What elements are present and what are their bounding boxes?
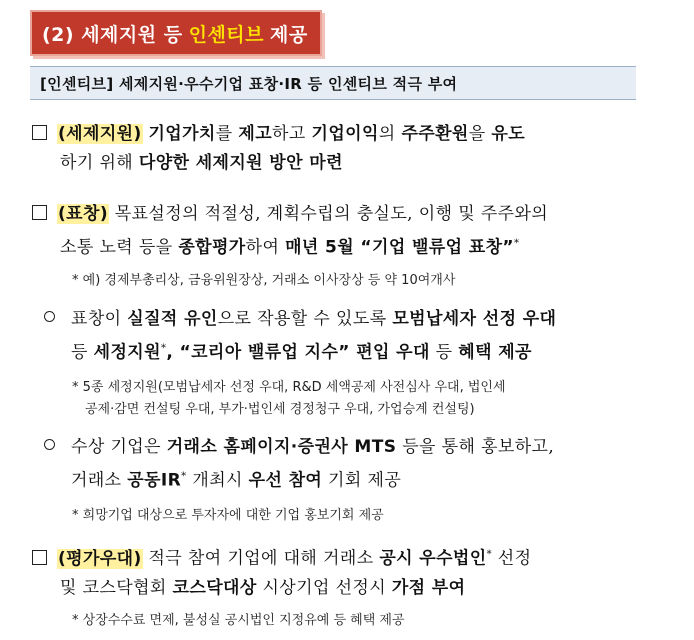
text: 등 <box>429 342 459 363</box>
text: 시상기업 선정시 <box>256 577 392 598</box>
item-line <box>32 574 531 603</box>
note-tax-support <box>72 377 506 421</box>
bold-text: 모범납세자 선정 우대 <box>392 309 557 329</box>
subtitle-text: [인센티브] 세제지원·우수기업 표창·IR 등 인센티브 적극 부여 <box>40 74 458 93</box>
bold-text: 가점 부여 <box>391 577 466 598</box>
bold-text: 다양한 세제지원 방안 마련 <box>138 153 343 173</box>
note-line: 공제·감면 컨설팅 우대, 부가·법인세 경정청구 우대, 가업승계 컨설팅) <box>85 402 475 417</box>
bullet-circle-icon <box>44 439 55 450</box>
note-joint-ir: * 희망기업 대상으로 투자자에 대한 기업 홍보기회 제공 <box>72 508 384 523</box>
text: 표창이 <box>71 309 128 329</box>
text: 선정 <box>492 548 532 569</box>
item-line <box>44 433 554 462</box>
item-line <box>44 305 556 334</box>
text: 의 <box>378 124 402 144</box>
section-title-suffix: 제공 <box>270 23 308 46</box>
item-line <box>44 462 554 496</box>
note-award-examples: * 예) 경제부총리상, 금융위원장상, 거래소 이사장상 등 약 10여개사 <box>72 273 456 288</box>
text: 하기 위해 <box>60 153 139 173</box>
bold-text: 코스닥대상 <box>172 577 257 598</box>
bold-text: 혜택 제공 <box>458 342 532 363</box>
text: 기회 제공 <box>322 470 402 491</box>
text: 거래소 <box>71 470 128 491</box>
text: 하여 <box>245 237 286 258</box>
text: 으로 작용할 수 있도록 <box>217 309 393 329</box>
text: 등 <box>71 342 94 363</box>
subtitle-bar <box>30 66 636 100</box>
item-tag: (평가우대) <box>58 548 142 569</box>
footnote-mark: * <box>486 549 492 560</box>
item-tag: (표창) <box>58 204 108 224</box>
note-line: * 5종 세정지원(모범납세자 선정 우대, R&D 세액공제 사전심사 우대, 법인세 <box>72 380 506 395</box>
bold-text: 주주환원 <box>401 124 469 144</box>
bold-text: 실질적 유인 <box>127 309 218 329</box>
text: 목표설정의 적절성, 계획수립의 충실도, 이행 및 주주와의 <box>108 204 549 224</box>
bold-text: 기업이익 <box>311 124 379 144</box>
item-tax-support <box>32 120 525 178</box>
bold-text: 제고 <box>238 124 273 144</box>
footnote-mark: * <box>181 471 187 482</box>
item-line <box>32 540 531 574</box>
bold-text: 유도 <box>491 124 526 144</box>
item-evaluation-preference <box>32 540 531 603</box>
checkbox-square-icon <box>32 205 47 220</box>
checkbox-square-icon <box>32 550 47 565</box>
note-disclosure-benefits: * 상장수수료 면제, 불성실 공시법인 지정유예 등 혜택 제공 <box>72 613 405 628</box>
text: 를 <box>215 124 239 144</box>
section-title-prefix: (2) 세제지원 등 <box>42 23 183 46</box>
text: 등을 통해 홍보하고, <box>396 437 555 457</box>
bold-text: 종합평가 <box>178 237 246 258</box>
text: 을 <box>468 124 492 144</box>
bold-text: 기업가치 <box>148 124 216 144</box>
bold-text: , “코리아 밸류업 지수” 편입 우대 <box>166 342 430 363</box>
footnote-mark: * <box>513 238 520 249</box>
item-tag: (세제지원) <box>58 124 142 144</box>
item-line <box>32 200 548 229</box>
text: 적극 참여 기업에 대해 거래소 <box>142 548 380 569</box>
text: 및 코스닥협회 <box>60 577 173 598</box>
bold-text: 매년 5월 “기업 밸류업 표창” <box>285 237 514 258</box>
text: 수상 기업은 <box>71 437 167 457</box>
footnote-mark: * <box>160 343 167 354</box>
item-line <box>44 334 556 368</box>
item-promotion <box>44 433 554 496</box>
text: 하고 <box>272 124 312 144</box>
text: 소통 노력 등을 <box>60 237 179 258</box>
text: 개최시 <box>186 470 249 491</box>
section-title-highlight: 인센티브 <box>188 23 265 46</box>
bold-text: 우선 참여 <box>248 470 323 491</box>
item-line <box>32 120 525 149</box>
bold-text: 공동IR <box>127 470 182 491</box>
checkbox-square-icon <box>32 125 47 140</box>
item-line <box>32 149 525 178</box>
bullet-circle-icon <box>44 311 55 322</box>
item-award <box>32 200 548 263</box>
bold-text: 공시 우수법인 <box>379 548 487 569</box>
section-title <box>30 10 322 56</box>
bold-text: 거래소 홈페이지·증권사 MTS <box>166 437 397 457</box>
item-line <box>32 229 548 263</box>
bold-text: 세정지원 <box>93 342 161 363</box>
item-award-benefits <box>44 305 556 368</box>
